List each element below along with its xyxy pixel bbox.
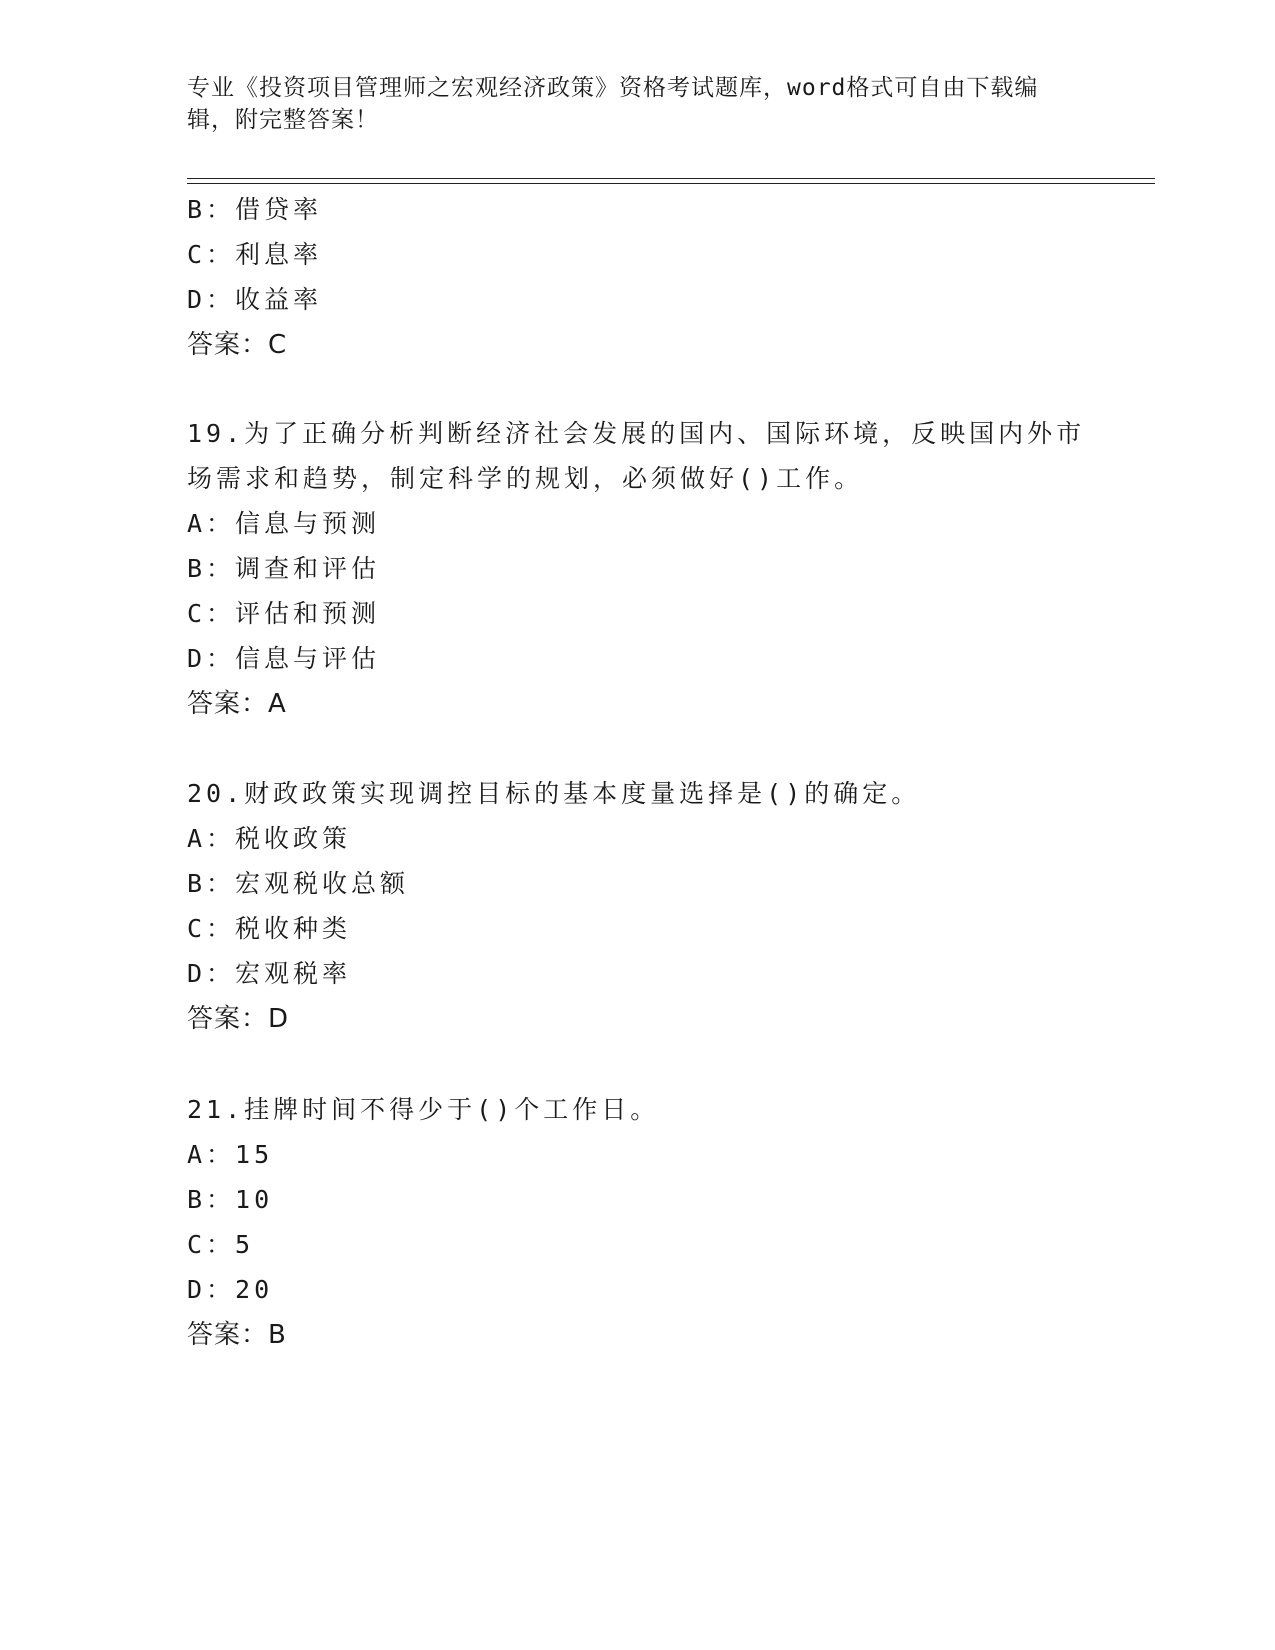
q21-option-b: B：10 (187, 1185, 274, 1214)
q19-option-b: B：调查和评估 (187, 554, 381, 583)
q21-stem-line-1: 21.挂牌时间不得少于()个工作日。 (187, 1095, 660, 1124)
q18-option-b: B：借贷率 (187, 195, 323, 224)
document-header (187, 72, 1067, 136)
q20-stem-line-1: 20.财政政策实现调控目标的基本度量选择是()的确定。 (187, 779, 921, 808)
q20-answer: 答案：D (187, 1004, 290, 1034)
q19-option-a: A：信息与预测 (187, 509, 381, 538)
header-line-2: 辑，附完整答案！ (187, 107, 379, 133)
q21-option-a: A：15 (187, 1140, 274, 1169)
q18-option-c: C：利息率 (187, 240, 323, 269)
q19-stem-line-2: 场需求和趋势，制定科学的规划，必须做好()工作。 (187, 464, 864, 493)
q19-option-c: C：评估和预测 (187, 599, 381, 628)
q20-option-b: B：宏观税收总额 (187, 869, 410, 898)
header-divider-bottom (187, 183, 1155, 184)
header-line-1: 专业《投资项目管理师之宏观经济政策》资格考试题库，word格式可自由下载编 (187, 75, 1039, 101)
q20-option-a: A：税收政策 (187, 824, 352, 853)
q21-option-d: D：20 (187, 1275, 274, 1304)
q20-option-d: D：宏观税率 (187, 959, 352, 988)
q19-answer: 答案：A (187, 689, 287, 719)
header-divider-top (187, 178, 1155, 179)
q19-option-d: D：信息与评估 (187, 644, 381, 673)
q18-option-d: D：收益率 (187, 285, 323, 314)
q19-stem-line-1: 19.为了正确分析判断经济社会发展的国内、国际环境，反映国内外市 (187, 419, 1086, 448)
q21-option-c: C：5 (187, 1230, 255, 1259)
q21-answer: 答案：B (187, 1320, 287, 1350)
q20-option-c: C：税收种类 (187, 914, 352, 943)
q18-answer: 答案：C (187, 330, 288, 360)
